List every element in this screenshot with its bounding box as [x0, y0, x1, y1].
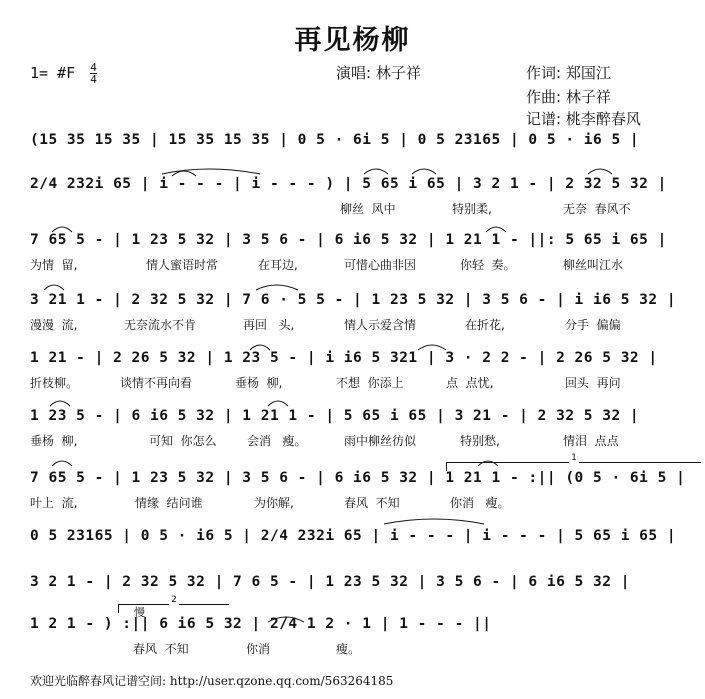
lyric-text: 特别愁,	[460, 434, 500, 448]
key-signature	[30, 62, 97, 85]
notation-line: 7 65 5 - | 1 23 5 32 | 3 5 6 - | 6 i6 5 32 | 1 21 1 - ||: 5 65 i 65 |	[30, 232, 667, 248]
composer-credit: 作曲: 林子祥	[526, 88, 611, 106]
lyric-text: 为情 留,	[30, 258, 78, 272]
slur	[364, 169, 388, 174]
lyricist-credit: 作词: 郑国江	[526, 64, 611, 82]
lyric-text: 可惜心曲非因	[344, 258, 417, 272]
volta-ending-1	[446, 453, 701, 471]
lyric-text: 情人蜜语时常	[146, 258, 219, 272]
volta-label: 1	[571, 453, 577, 463]
lyric-text: 无奈 春风不	[563, 202, 631, 216]
tempo-mark-slow: 慢	[134, 606, 145, 619]
lyric-text: 垂杨 柳,	[30, 434, 78, 448]
notation-line: (15 35 15 35 | 15 35 15 35 | 0 5 · 6i 5 | 0 5 23165 | 0 5 · i6 5 |	[30, 132, 640, 148]
lyric-text: 会消 瘦。	[247, 434, 307, 448]
slur	[256, 285, 298, 290]
lyric-text: 谈情不再向看	[120, 376, 193, 390]
notation-line: 3 21 1 - | 2 32 5 32 | 7 6 · 5 5 - | 1 23 5 32 | 3 5 6 - | i i6 5 32 |	[30, 292, 677, 308]
lyric-text: 你轻 奏。	[460, 258, 516, 272]
lyric-text: 垂杨 柳,	[235, 376, 283, 390]
lyric-text: 不想 你添上	[336, 376, 404, 390]
tie	[162, 169, 260, 174]
lyric-text: 可知 你怎么	[149, 434, 217, 448]
notation-line: 7 65 5 - | 1 23 5 32 | 3 5 6 - | 6 i6 5 32 | 1 21 1 - :|| (0 5 · 6i 5 |	[30, 470, 686, 486]
notation-line: 1 21 - | 2 26 5 32 | 1 23 5 - | i i6 5 321 | 3 · 2 2 - | 2 26 5 32 |	[30, 350, 658, 366]
time-denominator: 4	[90, 73, 97, 86]
lyric-text: 情缘 结问谁	[135, 496, 203, 510]
lyric-text: 分手 偏偏	[565, 318, 621, 332]
lyric-text: 雨中柳丝彷似	[344, 434, 417, 448]
lyric-text: 点 点忧,	[446, 376, 494, 390]
lyric-text: 柳丝叫江水	[563, 258, 624, 272]
transcriber-credit: 记谱: 桃李醉春风	[526, 110, 641, 128]
lyric-text: 瘦。	[336, 642, 361, 656]
tie	[384, 519, 484, 524]
time-numerator: 4	[90, 61, 97, 74]
footer-credit: 欢迎光临醉春风记谱空间: http://user.qzone.qq.com/563264185	[30, 674, 394, 688]
time-signature	[90, 62, 97, 85]
lyric-text: 为你解,	[254, 496, 294, 510]
lyric-text: 在折花,	[465, 318, 505, 332]
lyric-text: 春风 不知	[133, 642, 189, 656]
slur	[588, 169, 612, 174]
notation-line: 2/4 232i 65 | i - - - | i - - - ) | 5 65 i 65 | 3 2 1 - | 2 32 5 32 |	[30, 176, 667, 192]
lyric-text: 你消 瘦。	[450, 496, 510, 510]
notation-line: 1 23 5 - | 6 i6 5 32 | 1 21 1 - | 5 65 i 65 | 3 21 - | 2 32 5 32 |	[30, 408, 640, 424]
notation-line: 0 5 23165 | 0 5 · i6 5 | 2/4 232i 65 | i - - - | i - - - | 5 65 i 65 |	[30, 528, 677, 544]
lyric-text: 情泪 点点	[563, 434, 619, 448]
lyric-text: 特别柔,	[452, 202, 492, 216]
lyric-text: 回头 再问	[565, 376, 621, 390]
slur	[268, 401, 288, 406]
notation-line: 1 2 1 - ) :|| 6 i6 5 32 | 2/4 1 2 · 1 | 1 - - - ||	[30, 616, 492, 632]
volta-label: 2	[171, 595, 177, 605]
slur	[412, 169, 436, 174]
notation-line: 3 2 1 - | 2 32 5 32 | 7 6 5 - | 1 23 5 32 | 3 5 6 - | 6 i6 5 32 |	[30, 574, 630, 590]
lyric-text: 再回 头,	[243, 318, 295, 332]
singer-credit: 演唱: 林子祥	[336, 64, 421, 82]
lyric-text: 叶上 流,	[30, 496, 78, 510]
song-title: 再见杨柳	[294, 25, 411, 56]
lyric-text: 在耳边,	[258, 258, 298, 272]
lyric-text: 你消	[246, 642, 271, 656]
lyric-text: 春风 不知	[344, 496, 400, 510]
lyric-text: 柳丝 风中	[340, 202, 396, 216]
slur	[52, 461, 72, 466]
lyric-text: 漫漫 流,	[30, 318, 78, 332]
key-label: 1= #F	[30, 64, 76, 82]
lyric-text: 情人示爱含情	[344, 318, 417, 332]
lyric-text: 无奈流水不肯	[124, 318, 197, 332]
slur	[50, 401, 70, 406]
slur	[44, 285, 64, 290]
lyric-text: 折枝柳。	[30, 376, 79, 390]
